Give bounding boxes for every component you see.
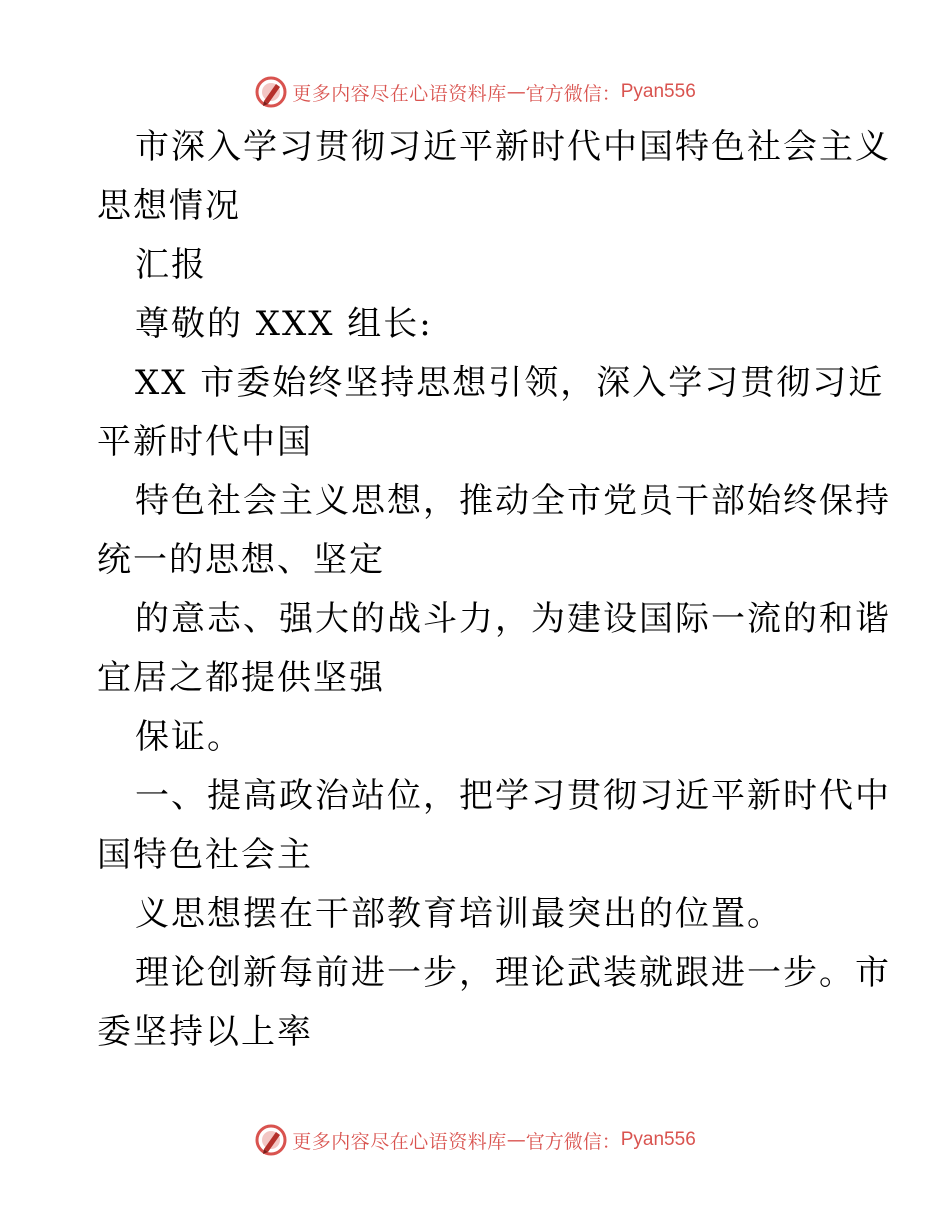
section-heading-line: 义思想摆在干部教育培训最突出的位置。 — [135, 894, 783, 934]
title-line-2: 思想情况 — [97, 186, 241, 226]
paragraph-line: XX 市委始终坚持思想引领，深入学习贯彻习近 — [135, 363, 885, 403]
paragraph-line: 宜居之都提供坚强 — [97, 658, 385, 698]
title-line-1: 市深入学习贯彻习近平新时代中国特色社会主义 — [135, 127, 891, 167]
header-watermark — [0, 72, 950, 112]
header-wechat-label: 官方微信： — [525, 82, 621, 105]
header-slogan: 更多内容尽在心语资料库 — [292, 82, 507, 105]
title-line-3: 汇报 — [135, 245, 207, 285]
paragraph-line: 委坚持以上率 — [97, 1012, 313, 1052]
header-wechat-id: Pyan556 — [620, 81, 696, 102]
pen-nib-logo-icon — [254, 1123, 288, 1157]
paragraph-line: 平新时代中国 — [97, 422, 313, 462]
footer-slogan: 更多内容尽在心语资料库 — [292, 1130, 507, 1153]
pen-nib-logo-icon — [254, 75, 288, 109]
paragraph-line: 保证。 — [135, 717, 243, 757]
section-heading-line: 一、提高政治站位，把学习贯彻习近平新时代中 — [135, 776, 891, 816]
paragraph-line: 理论创新每前进一步，理论武装就跟进一步。市 — [135, 953, 891, 993]
document-body — [97, 118, 891, 1062]
footer-wechat-id: Pyan556 — [620, 1129, 696, 1150]
footer-watermark — [0, 1120, 950, 1160]
footer-wechat-label: 官方微信： — [525, 1130, 621, 1153]
paragraph-line: 的意志、强大的战斗力，为建设国际一流的和谐 — [135, 599, 891, 639]
salutation: 尊敬的 XXX 组长: — [135, 304, 433, 344]
paragraph-line: 统一的思想、坚定 — [97, 540, 385, 580]
header-separator: — — [506, 81, 526, 103]
paragraph-line: 特色社会主义思想，推动全市党员干部始终保持 — [135, 481, 891, 521]
footer-separator: — — [506, 1129, 526, 1151]
section-heading-line: 国特色社会主 — [97, 835, 313, 875]
